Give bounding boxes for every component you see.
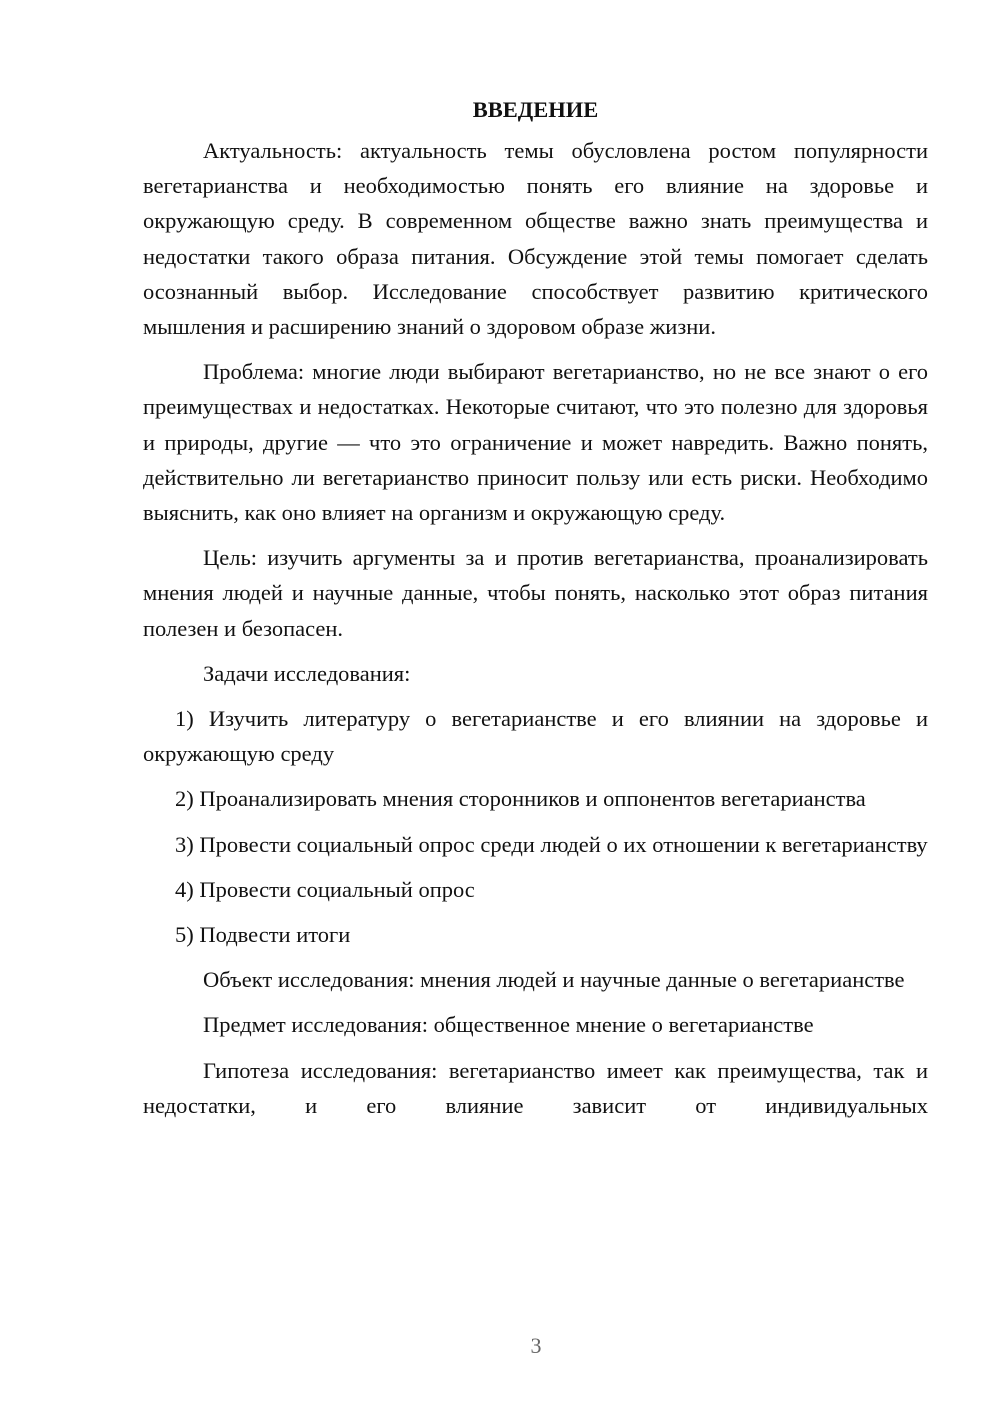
task-item-3: 3) Провести социальный опрос среди людей о их отношении к вегетарианству <box>175 831 928 857</box>
task-item-2: 2) Проанализировать мнения сторонников и оппонентов вегетарианства <box>175 786 866 812</box>
task-item-5: 5) Подвести итоги <box>175 922 351 948</box>
page-content <box>143 92 928 1133</box>
section-title: ВВЕДЕНИЕ <box>472 97 599 122</box>
task-item-4: 4) Провести социальный опрос <box>175 876 475 902</box>
page-number: 3 <box>530 1333 542 1358</box>
tasks-heading: Задачи исследования: <box>203 660 411 686</box>
relevance-paragraph: Актуальность: актуальность темы обусловлена ростом популярности вегетарианства и необходимостью понять его влияние на здоровье и окружающую среду. В современном обществе важно знать преимущества и недостатки такого образа питания. Обсуждение этой темы помогает сделать осознанный выбор. Исследование способствует развитию критического мышления и расширению знаний о здоровом образе жизни. <box>143 138 928 340</box>
object-paragraph: Объект исследования: мнения людей и научные данные о вегетарианстве <box>203 967 905 993</box>
problem-paragraph: Проблема: многие люди выбирают вегетарианство, но не все знают о его преимуществах и недостатках. Некоторые считают, что это полезно для здоровья и природы, другие — что это ограничение и может навредить. Важно понять, действительно ли вегетарианство приносит пользу или есть риски. Необходимо выяснить, как оно влияет на организм и окружающую среду. <box>143 359 928 526</box>
hypothesis-paragraph: Гипотеза исследования: вегетарианство имеет как преимущества, так и недостатки, и его влияние зависит от индивидуальных <box>143 1057 928 1118</box>
task-item-1: 1) Изучить литературу о вегетарианстве и его влиянии на здоровье и окружающую среду <box>143 706 928 767</box>
goal-paragraph: Цель: изучить аргументы за и против вегетарианства, проанализировать мнения людей и научные данные, чтобы понять, насколько этот образ питания полезен и безопасен. <box>143 545 928 641</box>
subject-paragraph: Предмет исследования: общественное мнение о вегетарианстве <box>203 1012 814 1038</box>
